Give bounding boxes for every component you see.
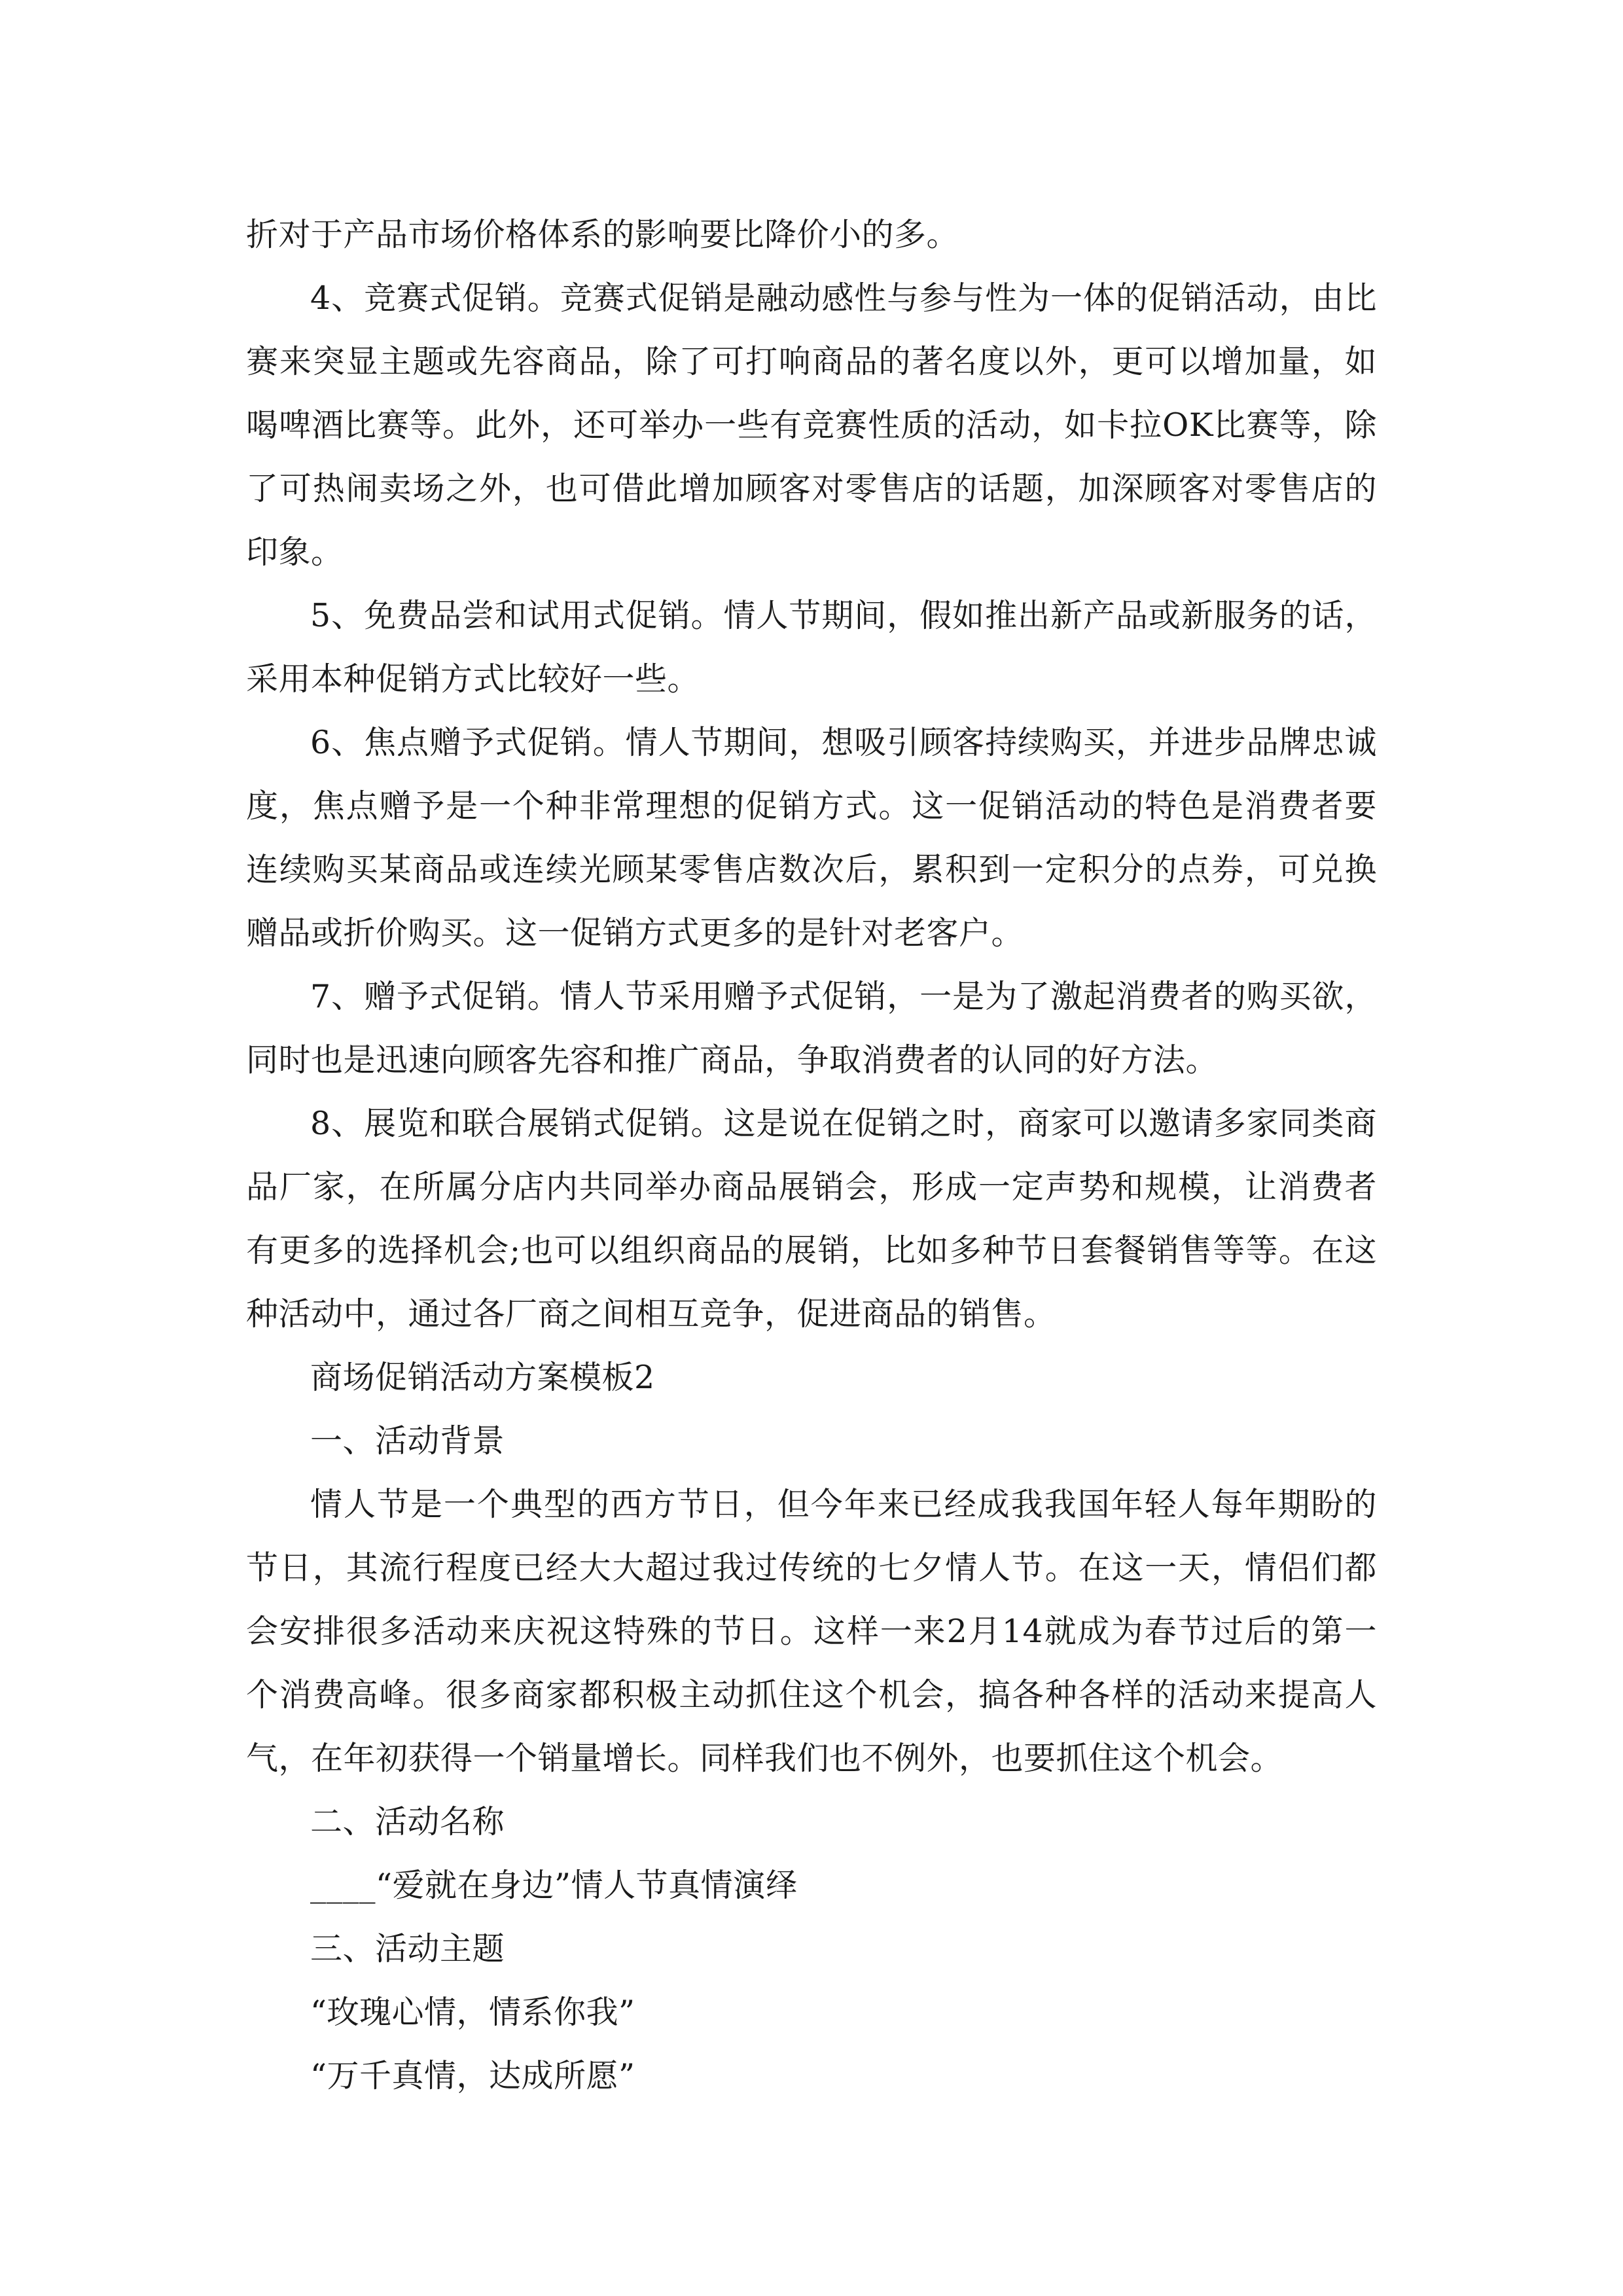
activity-name-text: ____“爱就在身边”情人节真情演绎	[310, 1867, 798, 1904]
heading-activity-background: 一、活动背景	[310, 1422, 505, 1460]
paragraph-item-4: 4、竞赛式促销。竞赛式促销是融动感性与参与性为一体的促销活动，由比赛来突显主题或先容商品，除了可打响商品的著名度以外，更可以增加量，如喝啤酒比赛等。此外，还可举办一些有竞赛性质的活动，如卡拉OK比赛等，除了可热闹卖场之外，也可借此增加顾客对零售店的话题，加深顾客对零售店的印象。	[246, 279, 1377, 571]
paragraph-item-8: 8、展览和联合展销式促销。这是说在促销之时，商家可以邀请多家同类商品厂家，在所属分店内共同举办商品展销会，形成一定声势和规模，让消费者有更多的选择机会;也可以组织商品的展销，比如多种节日套餐销售等等。在这种活动中，通过各厂商之间相互竞争，促进商品的销售。	[246, 1105, 1377, 1333]
paragraph-item-6: 6、焦点赠予式促销。情人节期间，想吸引顾客持续购买，并进步品牌忠诚度，焦点赠予是一个种非常理想的促销方式。这一促销活动的特色是消费者要连续购买某商品或连续光顾某零售店数次后，累积到一定积分的点券，可兑换赠品或折价购买。这一促销方式更多的是针对老客户。	[246, 724, 1377, 952]
paragraph-background: 情人节是一个典型的西方节日，但今年来已经成我我国年轻人每年期盼的节日，其流行程度已经大大超过我过传统的七夕情人节。在这一天，情侣们都会安排很多活动来庆祝这特殊的节日。这样一来2月14就成为春节过后的第一个消费高峰。很多商家都积极主动抓住这个机会，搞各种各样的活动来提高人气，在年初获得一个销量增长。同样我们也不例外，也要抓住这个机会。	[246, 1486, 1377, 1777]
heading-activity-name: 二、活动名称	[310, 1803, 505, 1840]
paragraph-item-7: 7、赠予式促销。情人节采用赠予式促销，一是为了激起消费者的购买欲，同时也是迅速向顾客先容和推广商品，争取消费者的认同的好方法。	[246, 978, 1377, 1079]
theme-line-1: “玫瑰心情，情系你我”	[310, 1994, 635, 2031]
theme-line-2: “万千真情，达成所愿”	[310, 2057, 635, 2094]
heading-activity-theme: 三、活动主题	[310, 1930, 505, 1967]
section-title: 商场促销活动方案模板2	[310, 1359, 655, 1396]
paragraph-item-5: 5、免费品尝和试用式促销。情人节期间，假如推出新产品或新服务的话，采用本种促销方式比较好一些。	[246, 597, 1377, 698]
paragraph-1: 折对于产品市场价格体系的影响要比降价小的多。	[246, 216, 959, 253]
document-body	[246, 203, 1377, 2108]
